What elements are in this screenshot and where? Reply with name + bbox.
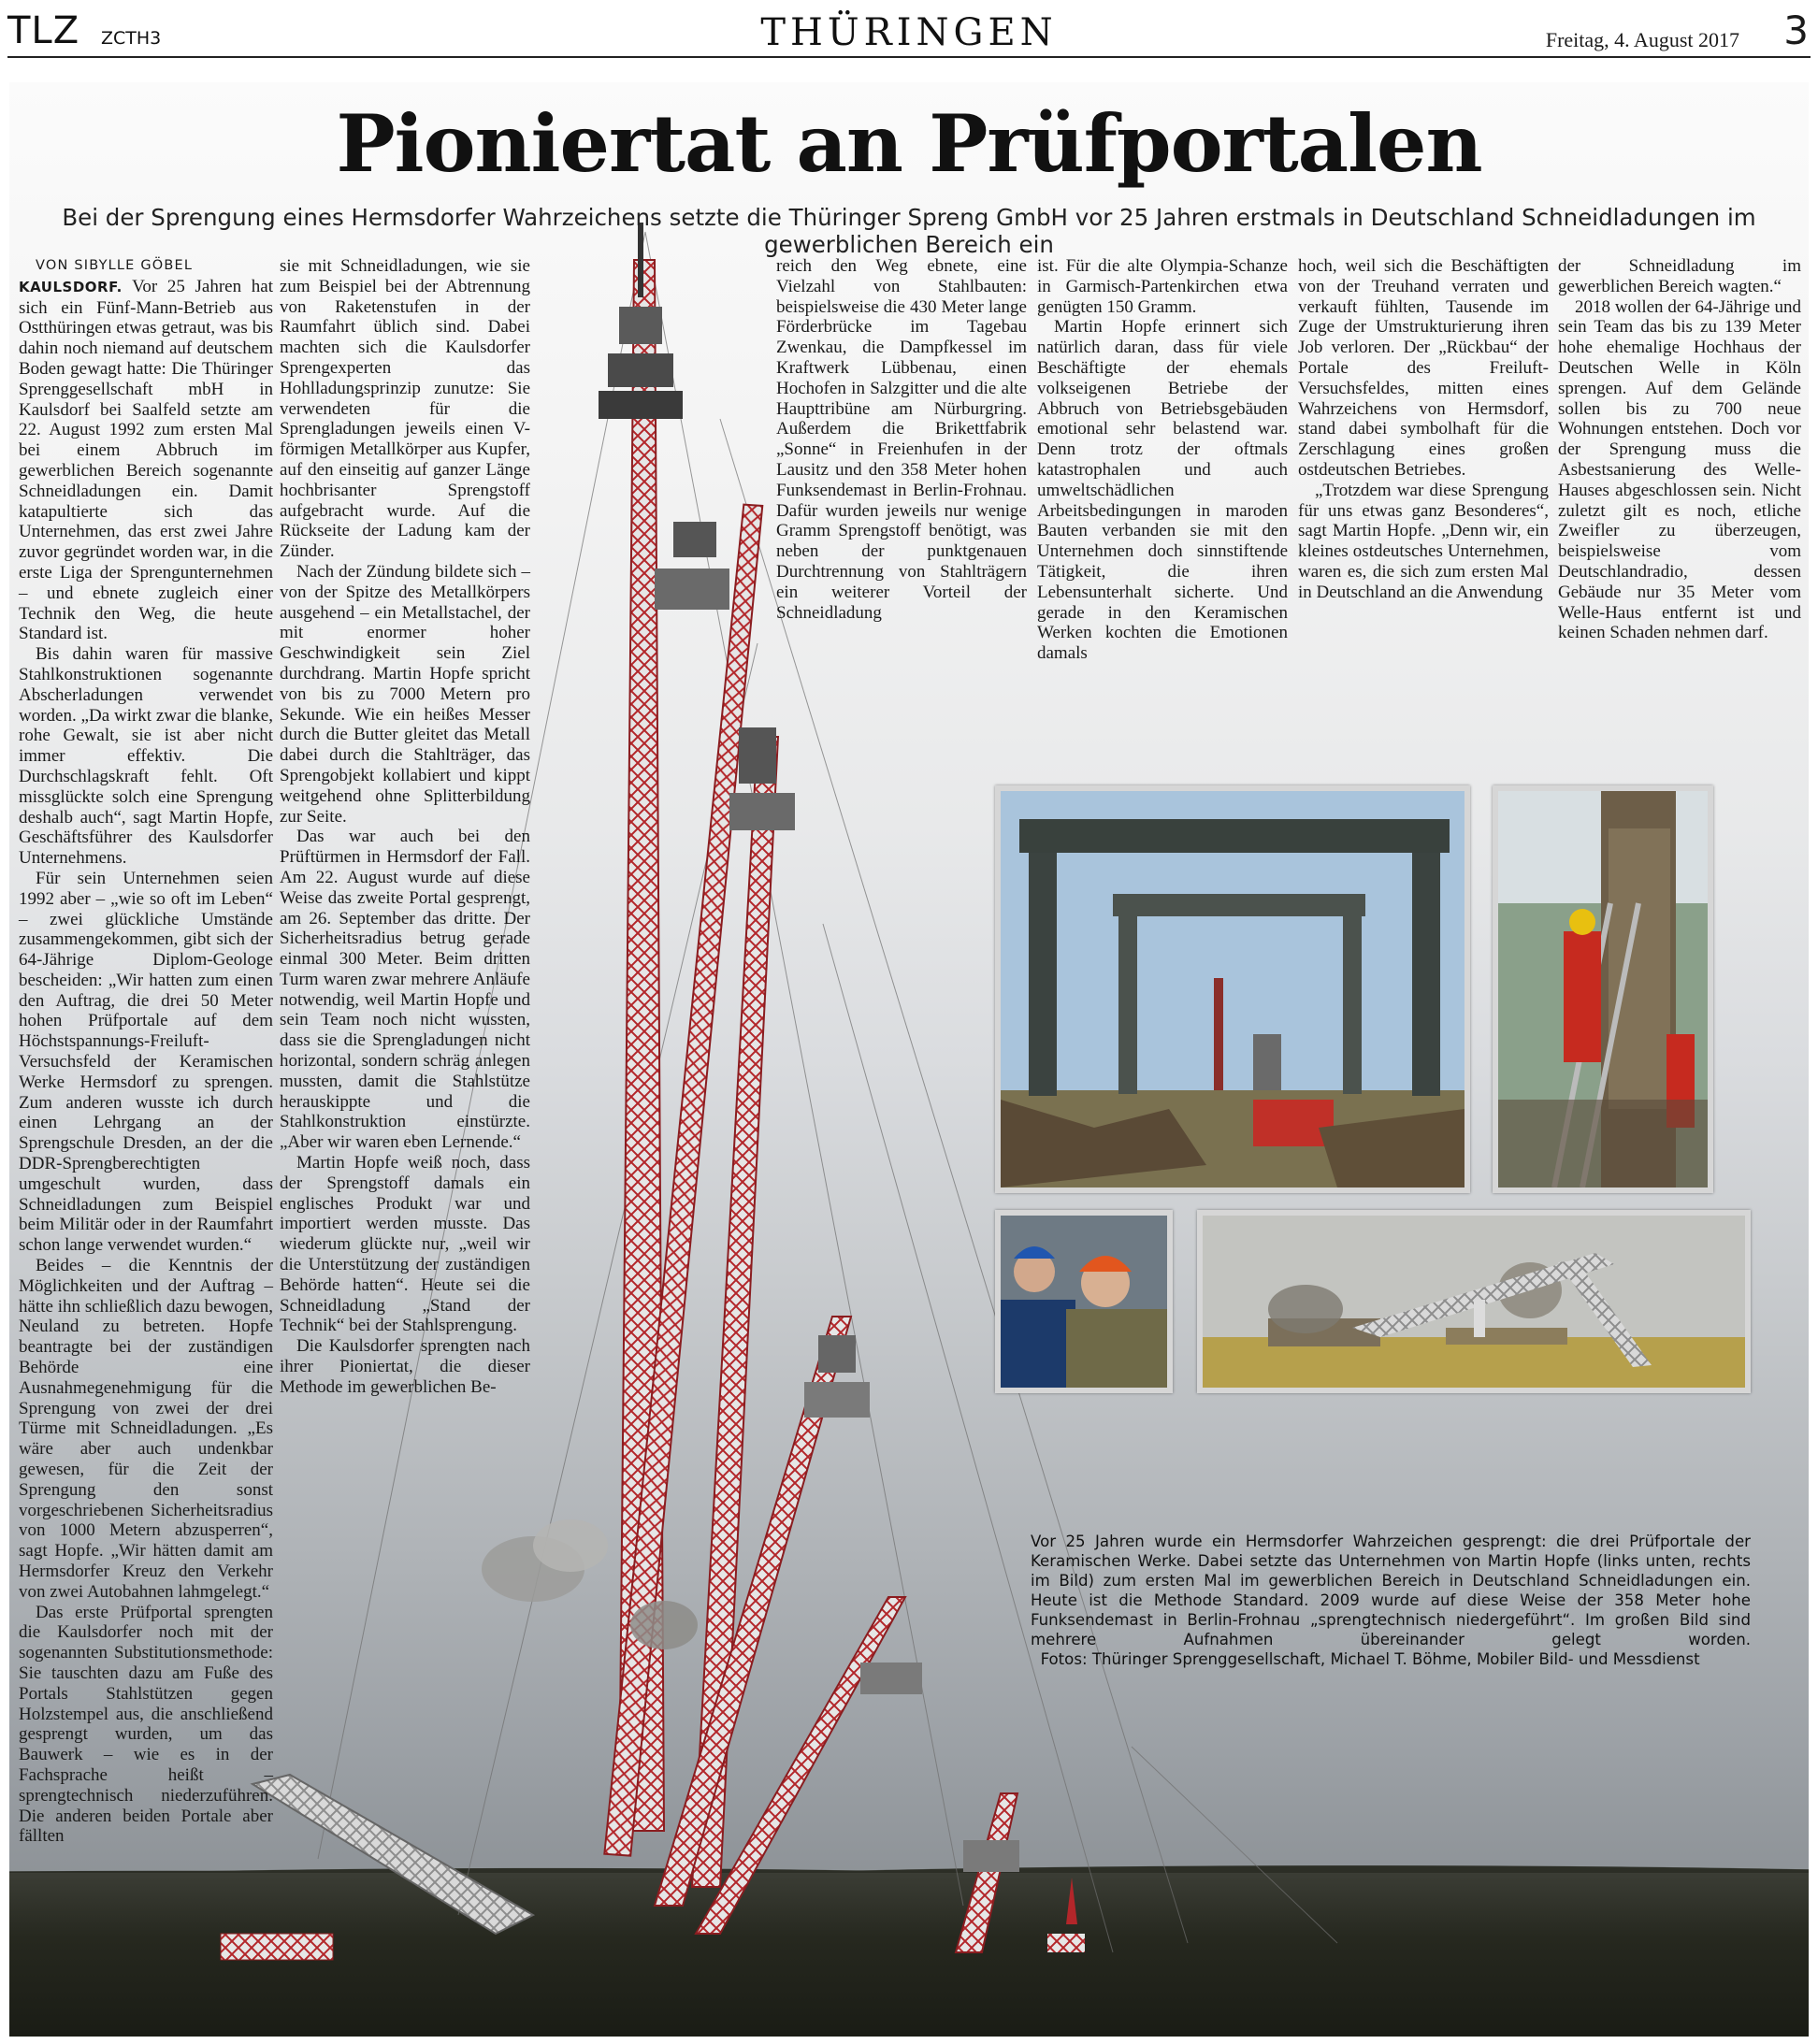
text-column-2 xyxy=(280,256,530,1398)
paragraph: ist. Für die alte Olympia-Schanze in Garmisch-Partenkirchen etwa genügten 150 Gramm. xyxy=(1037,256,1288,317)
text-column-1 xyxy=(19,256,273,1847)
paragraph: Nach der Zündung bildete sich – von der Spitze des Metallkörpers ausgehend – ein Metallstachel, der mit enormer hoher Geschwindigkeit sein Ziel durchdrang. Martin Hopfe spricht von bis zu 7000 Metern pro Sekunde. Wie ein heißes Messer durch die Butter gleitet das Metall dabei durch die Stahlträger, das Sprengobjekt kollabiert und kippt weitgehend ohne Splitterbildung zur Seite. xyxy=(280,561,530,827)
page-number: 3 xyxy=(1783,7,1809,53)
paragraph: KAULSDORF. Vor 25 Jahren hat sich ein Fünf-Mann-Betrieb aus Ostthüringen etwas getraut, was bis dahin noch niemand auf deutschem Boden gewagt hatte: Die Thüringer Sprenggesellschaft mbH in Kaulsdorf bei Saalfeld setzte am 22. August 1992 zum ersten Mal bei einem Abbruch im gewerblichen Bereich sogenannte Schneidladungen ein. Damit katapultierte sich das Unternehmen, das erst zwei Jahre zuvor gegründet worden war, in die erste Liga der Sprengunternehmen – und ebnete zugleich einer Technik den Weg, die heute Standard ist. xyxy=(19,276,273,644)
edition-code: ZCTH3 xyxy=(101,28,162,49)
text-column-6 xyxy=(1558,256,1801,643)
men-hardhats-image xyxy=(1001,1216,1167,1388)
paragraph: Martin Hopfe weiß noch, dass der Sprengstoff damals ein englisches Produkt war und importiert werden musste. Das wiederum glückte nur, „weil wir die Unterstützung der zuständigen Behörde hatten“. Heute sei die Schneidladung „Stand der Technik“ bei der Stahlsprengung. xyxy=(280,1153,530,1336)
photo-collapsing-portal xyxy=(1197,1210,1751,1393)
paragraph: reich den Weg ebnete, eine Vielzahl von Stahlbauten: beispielsweise die 430 Meter lange Förderbrücke im Tagebau Zwenkau, die Dampfkessel im Kraftwerk Lübbenau, einen Hochofen in Salzgitter und die alte Haupttribüne am Nürburgring. Außerdem die Brikettfabrik „Sonne“ in Freienhufen in der Lausitz und den 358 Meter hohen Funksendemast in Berlin-Frohnau. Dafür wurden jeweils nur wenige Gramm Sprengstoff benötigt, was neben der punktgenauen Durchtrennung von Stahlträgern ein weiterer Vorteil der Schneidladung xyxy=(776,256,1027,623)
text-column-3 xyxy=(776,256,1027,623)
paragraph: Beides – die Kenntnis der Möglichkeiten und der Auftrag – hätte ihn schließlich dazu bewogen, Neuland zu betreten. Hopfe beantragte bei der zuständigen Behörde eine Ausnahmegenehmigung für die Sprengung von zwei der drei Türme mit Schneidladungen. „Es wäre aber auch undenkbar gewesen, für die Zeit der Sprengung den sonst vorgeschriebenen Sicherheitsradius von 1000 Metern abzusperren“, sagt Hopfe. „Wir hätten damit am Hermsdorfer Kreuz den Verkehr von zwei Autobahnen lahmgelegt.“ xyxy=(19,1256,273,1602)
paragraph: Die Kaulsdorfer sprengten nach ihrer Pioniertat, die dieser Methode im gewerblichen Be- xyxy=(280,1336,530,1397)
dateline: KAULSDORF. xyxy=(19,278,123,295)
paragraph: Martin Hopfe erinnert sich natürlich daran, dass für viele Beschäftigte der ehemals volkseigenen Betriebe der Abbruch von Betriebsgebäuden emotional sehr belastend war. Denn trotz der oftmals katastrophalen und auch umweltschädlichen Arbeitsbedingungen in maroden Bauten verbanden sie mit den Unternehmen doch sinnstiftende Tätigkeit, die ihren Lebensunterhalt sicherte. Und gerade in den Keramischen Werken kochten die Emotionen damals xyxy=(1037,317,1288,664)
photo-caption xyxy=(1031,1532,1751,1669)
subheadline: Bei der Sprengung eines Hermsdorfer Wahrzeichens setzte die Thüringer Spreng GmbH vor 25 Jahren erstmals in Deutschland Schneidladungen im gewerblichen Bereich ein xyxy=(62,204,1756,258)
paragraph: „Trotzdem war diese Sprengung für uns etwas ganz Besonderes“, sagt Martin Hopfe. „Denn wir, ein kleines ostdeutsches Unternehmen, waren es, die sich zum ersten Mal in Deutschland an die Anwendung xyxy=(1298,480,1549,602)
paragraph: Das war auch bei den Prüftürmen in Hermsdorf der Fall. Am 22. August wurde auf diese Weise das zweite Portal gesprengt, am 26. September das dritte. Der Sicherheitsradius betrug gerade einmal 300 Meter. Beim dritten Turm waren zwar mehrere Anläufe notwendig, weil Martin Hopfe und sein Team noch nicht wussten, dass sie die Sprengladungen nicht horizontal, sondern schräg anlegen mussten, damit die Stahlstütze herauskippte und die Stahlkonstruktion einstürzte. „Aber wir waren eben Lernende.“ xyxy=(280,827,530,1153)
masthead xyxy=(0,0,1818,62)
worker-ladder-image xyxy=(1498,791,1708,1188)
paragraph: hoch, weil sich die Beschäftigten von der Treuhand verraten und verkauft fühlten, Tausende im Zuge der Umstrukturierung ihren Job verloren. Der „Rückbau“ der Portale des Freiluft-Versuchsfeldes, mitten eines Wahrzeichens von Hermsdorf, stand dabei symbolhaft für die Zerschlagung eines großen ostdeutschen Betriebes. xyxy=(1298,256,1549,480)
paragraph: 2018 wollen der 64-Jährige und sein Team das bis zu 139 Meter hohe ehemalige Hochhaus der Deutschen Welle in Köln sprengen. Auf dem Gelände sollen bis zu 700 neue Wohnungen entstehen. Doch vor der Sprengung muss die Asbestsanierung des Welle-Hauses abgeschlossen sein. Nicht zuletzt gilt es noch, etliche Zweifler zu überzeugen, beispielsweise vom Deutschlandradio, dessen Gebäude nur 35 Meter vom Welle-Haus entfernt ist und keinen Schaden nehmen darf. xyxy=(1558,296,1801,643)
tower-6 xyxy=(956,1793,1085,1952)
photo-worker-ladder xyxy=(1493,785,1713,1193)
section-title: THÜRINGEN xyxy=(760,11,1058,54)
headline: Pioniertat an Prüfportalen xyxy=(336,97,1482,190)
paragraph: der Schneidladung im gewerblichen Bereich wagten.“ xyxy=(1558,256,1801,296)
paragraph: Bis dahin waren für massive Stahlkonstruktionen sogenannte Abscherladungen verwendet worden. „Da wirkt zwar die blanke, rohe Gewalt, sie ist aber nicht immer effektiv. Die Durchschlagskraft fehlt. Oft missglückte solch eine Sprengung deshalb auch“, sagt Martin Hopfe, Geschäftsführer des Kaulsdorfer Unternehmens. xyxy=(19,644,273,869)
paragraph: Für sein Unternehmen seien 1992 aber – „wie so oft im Leben“ – zwei glückliche Umstände zusammengekommen, gibt sich der 64-Jährige Diplom-Geologe bescheiden: „Wir hatten zum einen den Auftrag, die drei 50 Meter hohen Prüfportale auf dem Höchstspannungs-Freiluft-Versuchsfeld der Keramischen Werke Hermsdorf zu sprengen. Zum anderen wusste ich durch einen Lehrgang an der Sprengschule Dresden, an der die DDR-Sprengberechtigten umgeschult wurden, dass Schneidladungen zum Beispiel beim Militär oder in der Raumfahrt schon lange verwendet wurden.“ xyxy=(19,868,273,1256)
paragraph: sie mit Schneidladungen, wie sie zum Beispiel bei der Abtrennung von Raketenstufen in der Raumfahrt üblich sind. Dabei machten sich die Kaulsdorfer Sprengexperten das Hohlladungsprinzip zunutze: Sie verwendeten für die Sprengladungen jeweils einen V-förmigen Metallkörper aus Kupfer, auf den einseitig auf ganzer Länge hochbrisanter Sprengstoff aufgebracht wurde. Auf die Rückseite der Ladung kam der Zünder. xyxy=(280,256,530,562)
paragraph: Das erste Prüfportal sprengten die Kaulsdorfer noch mit der sogenannten Substitutionsmethode: Sie tauschten dazu am Fuße des Portals Stahlstützen gegen Holzstempel aus, die anschließend gesprengt wurden, um das Bauwerk – wie es in der Fachsprache heißt – sprengtechnisch niederzuführen. Die anderen beiden Portale aber fällten xyxy=(19,1602,273,1847)
portal-frames-image xyxy=(1001,791,1464,1188)
masthead-rule xyxy=(7,56,1811,58)
photo-portal-frames xyxy=(995,785,1470,1193)
collapsing-portal-image xyxy=(1203,1216,1745,1388)
text-column-5 xyxy=(1298,256,1549,603)
article-panel xyxy=(9,82,1809,2037)
photo-men-hardhats xyxy=(995,1210,1173,1393)
explosion-smoke xyxy=(482,1519,698,1649)
paper-logo: TLZ xyxy=(7,9,80,52)
text-column-4 xyxy=(1037,256,1288,664)
photo-credit: Fotos: Thüringer Sprenggesellschaft, Michael T. Böhme, Mobiler Bild- und Messdienst xyxy=(1040,1650,1700,1668)
issue-date: Freitag, 4. August 2017 xyxy=(1545,28,1739,51)
byline: VON SIBYLLE GÖBEL xyxy=(36,258,194,273)
caption-text: Vor 25 Jahren wurde ein Hermsdorfer Wahrzeichen gesprengt: die drei Prüfportale der Keramischen Werke. Dabei setzte das Unternehmen von Martin Hopfe (links unten, rechts im Bild) zum ersten Mal im gewerblichen Bereich in Deutschland Schneidladungen ein. Heute ist die Methode Standard. 2009 wurde auf diese Weise der 358 Meter hohe Funksendemast in Berlin-Frohnau „sprengtechnisch niedergeführt“. Im großen Bild sind mehrere Aufnahmen übereinander gelegt worden. xyxy=(1031,1533,1751,1648)
